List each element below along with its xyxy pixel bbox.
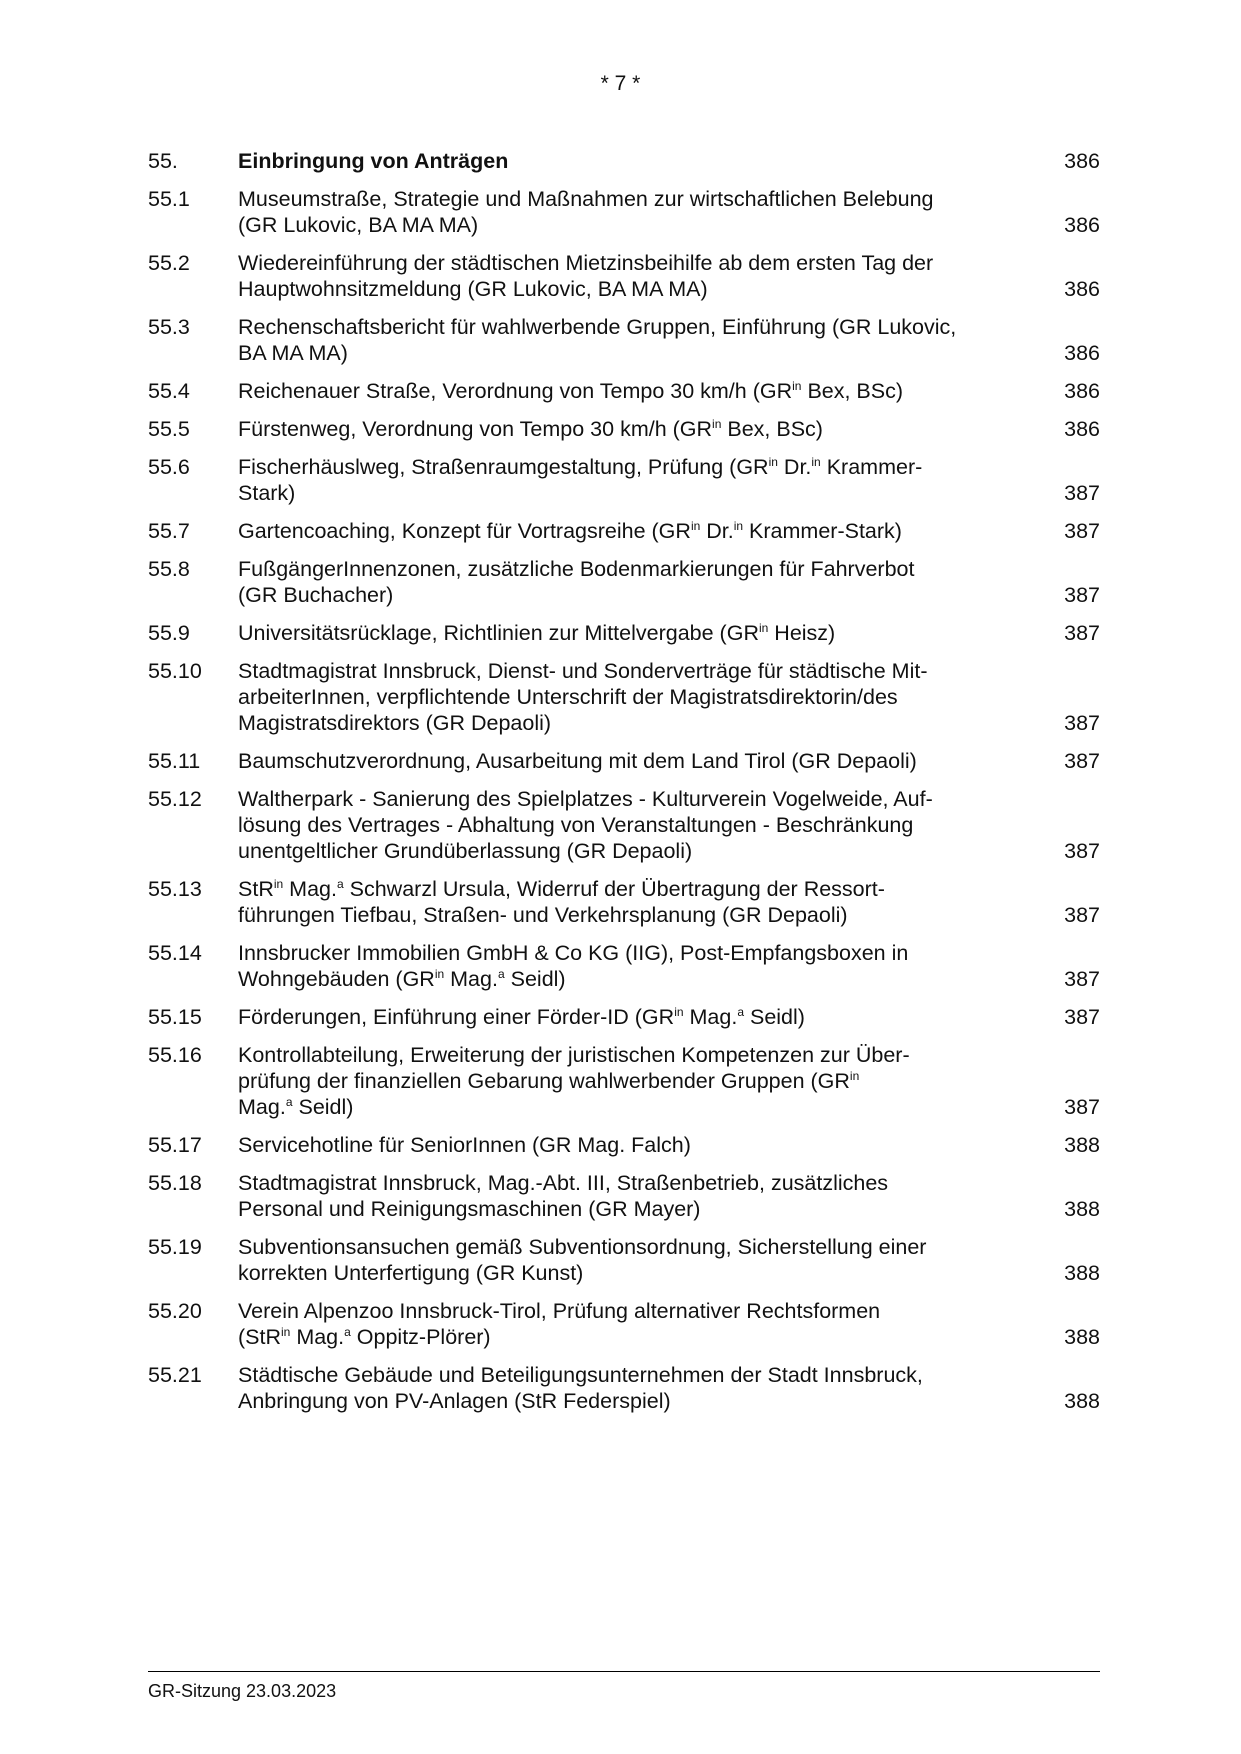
toc-text-segment: Seidl) — [292, 1095, 354, 1119]
toc-entry-number: 55. — [148, 149, 178, 173]
toc-entry-number: 55.12 — [148, 787, 202, 811]
toc-text-segment: Magistratsdirektors (GR Depaoli) — [238, 711, 552, 735]
footer-text: GR-Sitzung 23.03.2023 — [148, 1681, 337, 1701]
toc-entry-page: 387 — [1064, 1005, 1100, 1029]
toc-entry-number: 55.2 — [148, 251, 190, 275]
toc-text-segment: Bex, BSc) — [721, 417, 823, 441]
toc-entry — [148, 556, 1100, 608]
toc-text-segment: prüfung der finanziellen Gebarung wahlwerbender Gruppen (GR — [238, 1069, 850, 1093]
toc-entry-number: 55.3 — [148, 315, 190, 339]
toc-entry-number: 55.7 — [148, 519, 190, 543]
toc-text-segment: Stark) — [238, 481, 296, 505]
toc-text-segment: Hauptwohnsitzmeldung (GR Lukovic, BA MA MA) — [238, 277, 708, 301]
toc-text-segment: arbeiterInnen, verpflichtende Unterschrift der Magistratsdirektorin/des — [238, 685, 898, 709]
toc-text-segment: Bex, BSc) — [801, 379, 904, 403]
toc-section-heading — [148, 148, 1100, 174]
toc-entry — [148, 786, 1100, 864]
toc-text-segment: Kontrollabteilung, Erweiterung der juristischen Kompetenzen zur Über- — [238, 1043, 910, 1067]
toc-entry-title — [238, 1132, 1048, 1158]
toc-entry-line — [238, 250, 1028, 276]
toc-entry-line — [238, 556, 1028, 582]
toc-entry-number: 55.6 — [148, 455, 190, 479]
toc-entry — [148, 940, 1100, 992]
toc-entry — [148, 1004, 1100, 1030]
toc-entry-line — [238, 582, 1028, 608]
toc-entry-page: 387 — [1064, 621, 1100, 645]
toc-entry-title — [238, 416, 1048, 442]
toc-text-segment: unentgeltlicher Grundüberlassung (GR Depaoli) — [238, 839, 693, 863]
title-superscript: a — [344, 1325, 351, 1339]
toc-text-segment: führungen Tiefbau, Straßen- und Verkehrsplanung (GR Depaoli) — [238, 903, 848, 927]
toc-entry — [148, 1042, 1100, 1120]
toc-entry-line — [238, 658, 1028, 684]
toc-entry-line — [238, 710, 1028, 736]
toc-entry-page: 387 — [1064, 1095, 1100, 1119]
toc-entry-title — [238, 940, 1048, 992]
toc-text-segment: Universitätsrücklage, Richtlinien zur Mittelvergabe (GR — [238, 621, 759, 645]
toc-entry-line — [238, 1234, 1028, 1260]
toc-entry-page: 387 — [1064, 839, 1100, 863]
toc-entry-title — [238, 250, 1048, 302]
toc-text-segment: BA MA MA) — [238, 341, 348, 365]
toc-entry-title — [238, 1170, 1048, 1222]
toc-entry-page: 387 — [1064, 519, 1100, 543]
title-superscript: in — [690, 519, 701, 533]
toc-entry-page: 388 — [1064, 1325, 1100, 1349]
toc-entry-line — [238, 786, 1028, 812]
toc-text-segment: Heisz) — [768, 621, 836, 645]
toc-text-segment: Mag. — [283, 877, 337, 901]
toc-entry — [148, 416, 1100, 442]
toc-text-segment: lösung des Vertrages - Abhaltung von Veranstaltungen - Beschränkung — [238, 813, 914, 837]
title-superscript: in — [733, 519, 744, 533]
toc-text-segment: Förderungen, Einführung einer Förder-ID (GR — [238, 1005, 675, 1029]
toc-text-segment: Oppitz-Plörer) — [350, 1325, 491, 1349]
toc-entry-line — [238, 1004, 1028, 1030]
toc-text-segment: Mag. — [238, 1095, 286, 1119]
toc-entry — [148, 454, 1100, 506]
title-superscript: in — [674, 1005, 684, 1019]
toc-entry-title — [238, 1234, 1048, 1286]
toc-entry-number: 55.1 — [148, 187, 190, 211]
toc-entry-page: 387 — [1064, 749, 1100, 773]
toc-entry-title — [238, 786, 1048, 864]
toc-text-segment: Stadtmagistrat Innsbruck, Mag.-Abt. III, Straßenbetrieb, zusätzliches — [238, 1171, 889, 1195]
toc-text-segment: Fischerhäuslweg, Straßenraumgestaltung, Prüfung (GR — [238, 455, 769, 479]
toc-text-segment: Seidl) — [504, 967, 566, 991]
toc-entry-page: 388 — [1064, 1389, 1100, 1413]
toc-text-segment: Städtische Gebäude und Beteiligungsunternehmen der Stadt Innsbruck, — [238, 1363, 923, 1387]
toc-entry — [148, 1234, 1100, 1286]
toc-entry-number: 55.18 — [148, 1171, 202, 1195]
toc-entry-line — [238, 838, 1028, 864]
toc-entry-page: 387 — [1064, 967, 1100, 991]
toc-entry-line — [238, 378, 1028, 404]
toc-entry-title — [238, 148, 1048, 174]
toc-text-segment: Krammer-Stark) — [743, 519, 902, 543]
toc-entry-page: 388 — [1064, 1261, 1100, 1285]
toc-entry-line — [238, 148, 1028, 174]
toc-text-segment: Anbringung von PV-Anlagen (StR Federspiel) — [238, 1389, 671, 1413]
toc-entry-title — [238, 518, 1048, 544]
toc-entry-title — [238, 1004, 1048, 1030]
toc-entry-line — [238, 966, 1028, 992]
toc-entry-line — [238, 276, 1028, 302]
toc-text-segment: Seidl) — [744, 1005, 805, 1029]
toc-entry — [148, 186, 1100, 238]
toc-entry-title — [238, 1362, 1048, 1414]
toc-text-segment: Schwarzl Ursula, Widerruf der Übertragung der Ressort- — [343, 877, 885, 901]
toc-entry-title — [238, 314, 1048, 366]
table-of-contents — [148, 148, 1100, 1426]
toc-entry-line — [238, 902, 1028, 928]
toc-text-segment: Servicehotline für SeniorInnen (GR Mag. Falch) — [238, 1133, 691, 1157]
toc-text-segment: Krammer- — [820, 455, 923, 479]
toc-text-segment: StR — [238, 877, 274, 901]
toc-entry-title — [238, 876, 1048, 928]
toc-entry-number: 55.13 — [148, 877, 202, 901]
toc-text-segment: Subventionsansuchen gemäß Subventionsordnung, Sicherstellung einer — [238, 1235, 927, 1259]
toc-entry — [148, 876, 1100, 928]
toc-entry — [148, 1170, 1100, 1222]
toc-text-segment: Reichenauer Straße, Verordnung von Tempo 30 km/h (GR — [238, 379, 793, 403]
toc-entry-title — [238, 620, 1048, 646]
toc-text-segment: (GR Buchacher) — [238, 583, 394, 607]
toc-text-segment: Gartencoaching, Konzept für Vortragsreihe (GR — [238, 519, 691, 543]
toc-entry-number: 55.9 — [148, 621, 190, 645]
toc-entry-title — [238, 378, 1048, 404]
title-superscript: a — [336, 877, 344, 891]
toc-text-segment: Wiedereinführung der städtischen Mietzinsbeihilfe ab dem ersten Tag der — [238, 251, 934, 275]
toc-text-segment: Baumschutzverordnung, Ausarbeitung mit dem Land Tirol (GR Depaoli) — [238, 749, 917, 773]
toc-text-segment: (StR — [238, 1325, 281, 1349]
footer-divider — [148, 1671, 1100, 1672]
toc-entry — [148, 658, 1100, 736]
title-superscript: in — [811, 455, 821, 469]
title-superscript: a — [497, 967, 505, 981]
toc-entry-line — [238, 1094, 1028, 1120]
toc-entry-line — [238, 314, 1028, 340]
toc-entry-title — [238, 748, 1048, 774]
toc-entry-line — [238, 480, 1028, 506]
toc-entry-line — [238, 748, 1028, 774]
toc-entry-page: 386 — [1064, 277, 1100, 301]
toc-entry — [148, 620, 1100, 646]
toc-text-segment: Mag. — [444, 967, 498, 991]
toc-entry-line — [238, 1388, 1028, 1414]
toc-text-segment: Dr. — [777, 455, 812, 479]
toc-entry-line — [238, 186, 1028, 212]
toc-entry-page: 387 — [1064, 481, 1100, 505]
title-superscript: a — [285, 1095, 293, 1109]
toc-entry-page: 386 — [1064, 341, 1100, 365]
toc-entry-title — [238, 1042, 1048, 1120]
toc-entry-page: 388 — [1064, 1133, 1100, 1157]
toc-entry — [148, 378, 1100, 404]
toc-entry-number: 55.21 — [148, 1363, 202, 1387]
toc-text-segment: korrekten Unterfertigung (GR Kunst) — [238, 1261, 584, 1285]
toc-entry — [148, 518, 1100, 544]
toc-text-segment: Einbringung von Anträgen — [238, 149, 509, 173]
toc-entry-number: 55.5 — [148, 417, 190, 441]
toc-entry-number: 55.17 — [148, 1133, 202, 1157]
toc-entry-line — [238, 1324, 1028, 1350]
toc-entry-line — [238, 416, 1028, 442]
toc-entry-line — [238, 1042, 1028, 1068]
toc-entry-page: 386 — [1064, 379, 1100, 403]
toc-entry-number: 55.19 — [148, 1235, 202, 1259]
toc-text-segment: Rechenschaftsbericht für wahlwerbende Gruppen, Einführung (GR Lukovic, — [238, 315, 957, 339]
toc-entry-line — [238, 1196, 1028, 1222]
toc-entry-page: 386 — [1064, 149, 1100, 173]
toc-text-segment: Innsbrucker Immobilien GmbH & Co KG (IIG), Post-Empfangsboxen in — [238, 941, 909, 965]
toc-entry — [148, 748, 1100, 774]
toc-entry — [148, 1132, 1100, 1158]
toc-entry-page: 388 — [1064, 1197, 1100, 1221]
toc-entry-title — [238, 1298, 1048, 1350]
page-number: * 7 * — [600, 72, 641, 95]
toc-entry-line — [238, 518, 1028, 544]
toc-entry-title — [238, 556, 1048, 608]
title-superscript: in — [768, 455, 778, 469]
toc-entry — [148, 250, 1100, 302]
toc-entry — [148, 314, 1100, 366]
toc-text-segment: (GR Lukovic, BA MA MA) — [238, 213, 479, 237]
toc-entry-line — [238, 454, 1028, 480]
title-superscript: a — [737, 1005, 744, 1019]
toc-entry — [148, 1362, 1100, 1414]
toc-entry-line — [238, 1170, 1028, 1196]
toc-entry-line — [238, 1132, 1028, 1158]
toc-entry-title — [238, 658, 1048, 736]
toc-entry-line — [238, 1298, 1028, 1324]
title-superscript: in — [712, 417, 722, 431]
toc-text-segment: Mag. — [290, 1325, 345, 1349]
toc-entry-page: 387 — [1064, 711, 1100, 735]
title-superscript: in — [273, 877, 284, 891]
toc-entry-number: 55.11 — [148, 749, 201, 773]
toc-entry-line — [238, 684, 1028, 710]
title-superscript: in — [434, 967, 445, 981]
toc-entry-line — [238, 940, 1028, 966]
toc-text-segment: FußgängerInnenzonen, zusätzliche Bodenmarkierungen für Fahrverbot — [238, 557, 915, 581]
toc-entry-title — [238, 186, 1048, 238]
toc-text-segment: Museumstraße, Strategie und Maßnahmen zur wirtschaftlichen Belebung — [238, 187, 934, 211]
toc-entry-number: 55.20 — [148, 1299, 202, 1323]
toc-entry-number: 55.16 — [148, 1043, 202, 1067]
title-superscript: in — [849, 1069, 860, 1083]
title-superscript: in — [758, 621, 769, 635]
toc-entry-page: 386 — [1064, 213, 1100, 237]
toc-text-segment: Wohngebäuden (GR — [238, 967, 435, 991]
toc-text-segment: Stadtmagistrat Innsbruck, Dienst- und Sonderverträge für städtische Mit- — [238, 659, 928, 683]
toc-entry-line — [238, 620, 1028, 646]
toc-entry-line — [238, 1068, 1028, 1094]
toc-text-segment: Mag. — [683, 1005, 738, 1029]
toc-entry-line — [238, 340, 1028, 366]
toc-text-segment: Fürstenweg, Verordnung von Tempo 30 km/h (GR — [238, 417, 713, 441]
toc-entry-line — [238, 1260, 1028, 1286]
toc-entry-line — [238, 812, 1028, 838]
toc-entry-page: 387 — [1064, 583, 1100, 607]
toc-entry-title — [238, 454, 1048, 506]
toc-text-segment: Verein Alpenzoo Innsbruck-Tirol, Prüfung alternativer Rechtsformen — [238, 1299, 881, 1323]
toc-entry-number: 55.15 — [148, 1005, 202, 1029]
toc-entry-page: 386 — [1064, 417, 1100, 441]
toc-entry-number: 55.8 — [148, 557, 190, 581]
toc-text-segment: Personal und Reinigungsmaschinen (GR Mayer) — [238, 1197, 701, 1221]
toc-entry-line — [238, 1362, 1028, 1388]
toc-entry — [148, 1298, 1100, 1350]
title-superscript: in — [281, 1325, 291, 1339]
title-superscript: in — [792, 379, 802, 393]
toc-entry-line — [238, 876, 1028, 902]
toc-entry-page: 387 — [1064, 903, 1100, 927]
toc-text-segment: Dr. — [700, 519, 734, 543]
toc-text-segment: Waltherpark - Sanierung des Spielplatzes - Kulturverein Vogelweide, Auf- — [238, 787, 933, 811]
toc-entry-number: 55.4 — [148, 379, 190, 403]
toc-entry-line — [238, 212, 1028, 238]
toc-entry-number: 55.10 — [148, 659, 202, 683]
toc-entry-number: 55.14 — [148, 941, 202, 965]
